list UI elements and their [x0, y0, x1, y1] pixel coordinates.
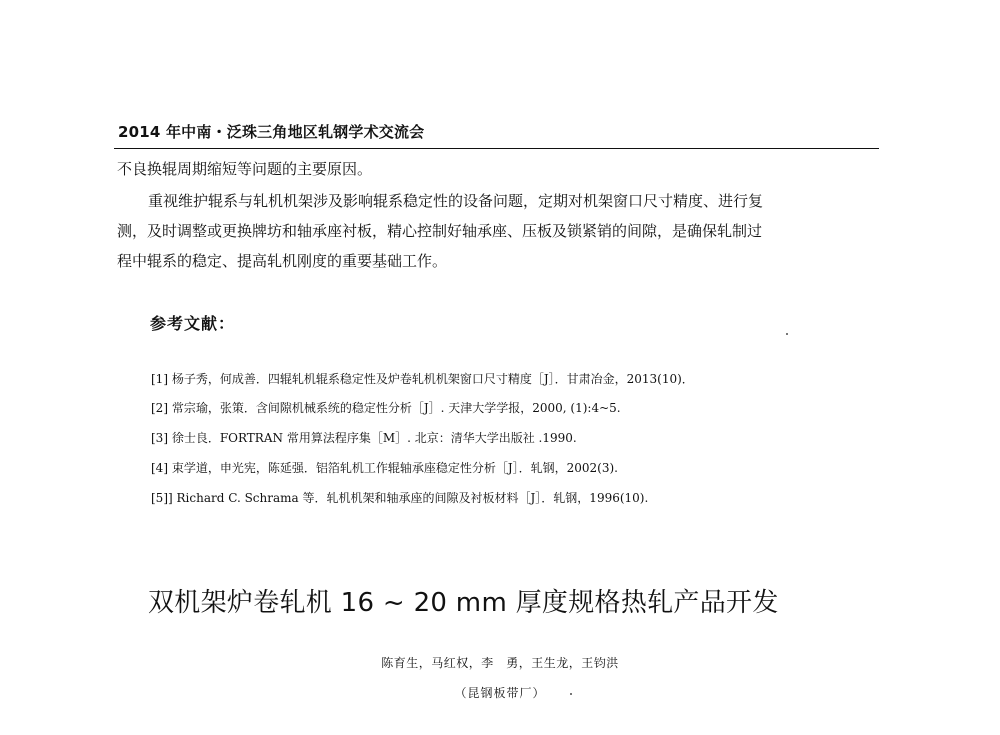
next-article-affiliation: （昆钢板带厂）	[454, 686, 546, 700]
reference-item-4: [4] 束学道，申光宪，陈延强．铝箔轧机工作辊轴承座稳定性分析［J］．轧钢，2002(3).	[151, 461, 618, 475]
body-line-4: 程中辊系的稳定、提高轧机刚度的重要基础工作。	[117, 252, 448, 270]
next-article-authors: 陈育生，马红权，李 勇，王生龙，王钧洪	[381, 656, 619, 670]
reference-item-5: [5]] Richard C. Schrama 等．轧机机架和轴承座的间隙及衬板材料［J］．轧钢，1996(10).	[151, 491, 649, 505]
scan-speck	[786, 333, 788, 335]
next-article-title: 双机架炉卷轧机 16 ~ 20 mm 厚度规格热轧产品开发	[148, 588, 779, 618]
body-line-2: 重视维护辊系与轧机机架涉及影响辊系稳定性的设备问题，定期对机架窗口尺寸精度、进行复	[148, 192, 764, 210]
references-heading: 参考文献：	[150, 314, 236, 333]
body-line-1: 不良换辊周期缩短等问题的主要原因。	[117, 160, 373, 178]
running-header: 2014 年中南・泛珠三角地区轧钢学术交流会	[118, 123, 425, 141]
reference-item-1: [1] 杨子秀，何成善．四辊轧机辊系稳定性及炉卷轧机机架窗口尺寸精度［J］．甘肃冶金，2013(10)．	[151, 372, 694, 386]
header-rule	[114, 148, 879, 149]
body-line-3: 测，及时调整或更换牌坊和轴承座衬板，精心控制好轴承座、压板及锁紧销的间隙，是确保轧制过	[117, 222, 763, 240]
reference-item-2: [2] 常宗瑜，张策．含间隙机械系统的稳定性分析［J］. 天津大学学报，2000, (1):4~5.	[151, 401, 621, 415]
reference-item-3: [3] 徐士良．FORTRAN 常用算法程序集［M］. 北京：清华大学出版社 .1990.	[151, 431, 577, 445]
scan-speck	[570, 693, 572, 695]
